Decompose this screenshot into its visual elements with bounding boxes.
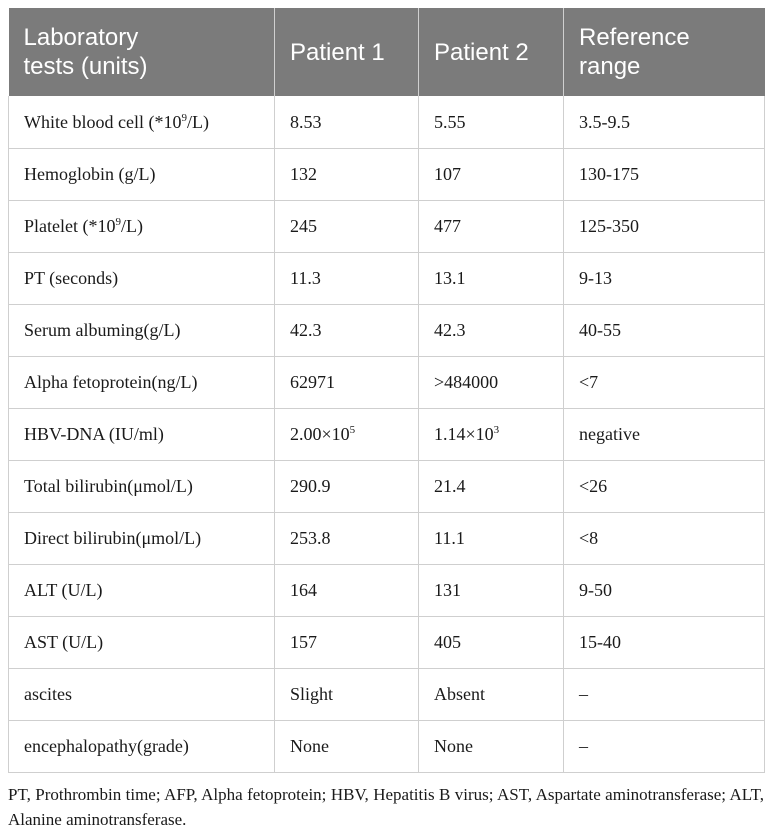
cell-patient-2	[419, 565, 564, 617]
cell-test-name-base: AST (U/L)	[24, 632, 104, 652]
cell-patient-2	[419, 513, 564, 565]
cell-patient-2-base: Absent	[434, 684, 485, 704]
cell-patient-2	[419, 721, 564, 773]
table-row	[9, 721, 765, 773]
lab-results-document	[8, 8, 764, 832]
cell-patient-1	[275, 305, 419, 357]
cell-reference-range: <7	[564, 357, 765, 409]
cell-patient-2	[419, 409, 564, 461]
cell-patient-1	[275, 513, 419, 565]
cell-patient-2-base: 1.14×10	[434, 424, 494, 444]
table-footnote: PT, Prothrombin time; AFP, Alpha fetoprotein; HBV, Hepatitis B virus; AST, Aspartate aminotransferase; ALT, Alanine aminotransferase.	[8, 785, 764, 829]
cell-patient-2	[419, 617, 564, 669]
table-row	[9, 149, 765, 201]
cell-test-name	[9, 96, 275, 149]
cell-reference-range: 9-50	[564, 565, 765, 617]
table-row	[9, 305, 765, 357]
cell-reference-range: 125-350	[564, 201, 765, 253]
cell-patient-1	[275, 96, 419, 149]
cell-patient-1	[275, 669, 419, 721]
cell-patient-2	[419, 149, 564, 201]
cell-patient-1-base: 42.3	[290, 320, 322, 340]
header-reference-range-line1: Reference	[579, 24, 690, 51]
header-patient-1-label: Patient 1	[290, 38, 385, 66]
cell-test-name	[9, 513, 275, 565]
cell-patient-2-base: 107	[434, 164, 461, 184]
cell-patient-1	[275, 409, 419, 461]
header-lab-tests-line2: tests (units)	[23, 53, 148, 80]
cell-test-name	[9, 565, 275, 617]
cell-test-name-base: Alpha fetoprotein(ng/L)	[24, 372, 198, 392]
cell-patient-2	[419, 357, 564, 409]
cell-reference-range: 40-55	[564, 305, 765, 357]
cell-patient-2	[419, 253, 564, 305]
header-lab-tests-line1: Laboratory	[23, 24, 139, 51]
cell-patient-1	[275, 253, 419, 305]
cell-patient-2-base: 477	[434, 216, 461, 236]
cell-reference-range: <8	[564, 513, 765, 565]
cell-patient-2-sup: 3	[493, 424, 500, 436]
cell-patient-2	[419, 305, 564, 357]
header-patient-1	[275, 8, 419, 96]
cell-patient-2	[419, 461, 564, 513]
table-row	[9, 253, 765, 305]
cell-patient-1	[275, 565, 419, 617]
cell-reference-range: 9-13	[564, 253, 765, 305]
cell-patient-1-base: 62971	[290, 372, 335, 392]
table-row	[9, 669, 765, 721]
cell-test-name	[9, 305, 275, 357]
cell-reference-range: 130-175	[564, 149, 765, 201]
cell-test-name-sup: 9	[181, 111, 187, 124]
cell-patient-2-base: 11.1	[434, 528, 465, 548]
cell-patient-2-base: 131	[434, 580, 461, 600]
cell-patient-2-base: None	[434, 736, 473, 756]
cell-test-name-base: Direct bilirubin(μmol/L)	[24, 528, 202, 548]
cell-patient-1	[275, 149, 419, 201]
cell-test-name	[9, 253, 275, 305]
cell-test-name-base: Hemoglobin (g/L)	[24, 164, 156, 184]
cell-patient-1	[275, 461, 419, 513]
cell-patient-2-base: 13.1	[434, 268, 466, 288]
cell-patient-1-base: 157	[290, 632, 317, 652]
cell-patient-2-base: 5.55	[434, 111, 466, 132]
table-row	[9, 461, 765, 513]
table-header	[9, 8, 765, 96]
header-reference-range-line2: range	[579, 53, 641, 80]
cell-patient-1	[275, 201, 419, 253]
cell-test-name-base: White blood cell (*10	[24, 111, 182, 132]
cell-test-name	[9, 669, 275, 721]
cell-patient-2-base: 405	[434, 632, 461, 652]
cell-test-name	[9, 617, 275, 669]
table-row	[9, 201, 765, 253]
table-row	[9, 565, 765, 617]
cell-reference-range: negative	[564, 409, 765, 461]
cell-patient-1-sup: 5	[349, 424, 356, 436]
cell-reference-range: 3.5-9.5	[564, 96, 765, 149]
cell-reference-range: –	[564, 669, 765, 721]
cell-patient-1-base: 290.9	[290, 476, 331, 496]
header-patient-2	[419, 8, 564, 96]
cell-patient-1-base: 2.00×10	[290, 424, 350, 444]
cell-patient-1-base: 8.53	[290, 111, 322, 132]
cell-patient-1-base: Slight	[290, 684, 334, 704]
table-body	[9, 96, 765, 773]
cell-patient-1-base: 164	[290, 580, 317, 600]
cell-test-name-tail: /L)	[120, 216, 143, 236]
cell-patient-1	[275, 721, 419, 773]
table-row	[9, 96, 765, 149]
cell-patient-2	[419, 669, 564, 721]
cell-patient-2-base: >484000	[434, 372, 499, 392]
cell-test-name-base: Total bilirubin(μmol/L)	[24, 476, 193, 496]
cell-test-name	[9, 149, 275, 201]
cell-test-name-base: HBV-DNA (IU/ml)	[24, 424, 164, 444]
cell-test-name-base: ascites	[24, 684, 72, 704]
cell-test-name-base: Serum albuming(g/L)	[24, 320, 181, 340]
cell-patient-1-base: 245	[290, 216, 317, 236]
header-row	[9, 8, 765, 96]
cell-patient-1	[275, 357, 419, 409]
cell-test-name-base: encephalopathy(grade)	[24, 736, 189, 756]
cell-patient-1-base: None	[290, 736, 329, 756]
cell-test-name	[9, 201, 275, 253]
cell-reference-range: 15-40	[564, 617, 765, 669]
cell-test-name	[9, 721, 275, 773]
cell-patient-2	[419, 96, 564, 149]
cell-test-name	[9, 409, 275, 461]
cell-patient-2-base: 42.3	[434, 320, 466, 340]
cell-test-name	[9, 357, 275, 409]
table-row	[9, 357, 765, 409]
cell-patient-1-base: 253.8	[290, 528, 331, 548]
cell-reference-range: –	[564, 721, 765, 773]
header-patient-2-label: Patient 2	[434, 38, 529, 66]
cell-test-name-tail: /L)	[186, 111, 209, 132]
cell-patient-2	[419, 201, 564, 253]
cell-reference-range: <26	[564, 461, 765, 513]
cell-patient-1	[275, 617, 419, 669]
cell-test-name	[9, 461, 275, 513]
cell-patient-1-base: 132	[290, 164, 317, 184]
table-row	[9, 409, 765, 461]
cell-test-name-base: ALT (U/L)	[24, 580, 103, 600]
header-lab-tests	[9, 8, 275, 96]
cell-test-name-base: Platelet (*10	[24, 216, 116, 236]
lab-results-table	[8, 8, 765, 773]
cell-patient-2-base: 21.4	[434, 476, 466, 496]
cell-test-name-base: PT (seconds)	[24, 268, 119, 288]
header-reference-range	[564, 8, 765, 96]
cell-test-name-sup: 9	[115, 216, 121, 228]
cell-patient-1-base: 11.3	[290, 268, 321, 288]
table-row	[9, 617, 765, 669]
table-row	[9, 513, 765, 565]
